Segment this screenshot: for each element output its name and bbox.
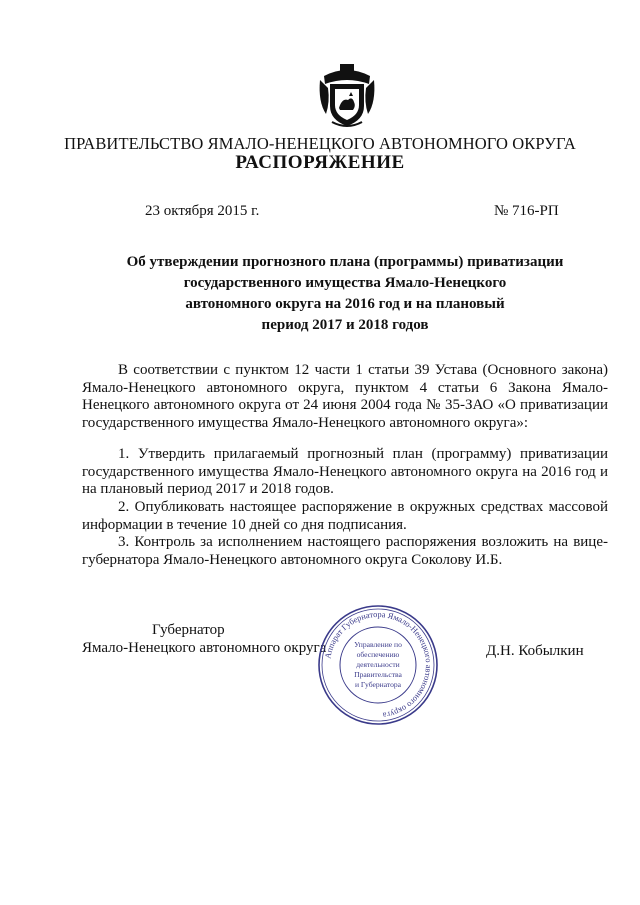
document-number: № 716-РП bbox=[494, 203, 559, 219]
item-1-paragraph: 1. Утвердить прилагаемый прогнозный план (программу) приватизации государственного имущества Ямало-Ненецкого автономного округа на 2016 год и на плановый период 2017 и 2018 годов. bbox=[82, 446, 608, 497]
signatory-region: Ямало-Ненецкого автономного округа bbox=[82, 640, 327, 656]
stamp-center-line: деятельности bbox=[356, 660, 400, 669]
subject-line: Об утверждении прогнозного плана (программы) приватизации bbox=[126, 254, 564, 270]
signatory-name: Д.Н. Кобылкин bbox=[486, 643, 584, 659]
stamp-center-line: и Губернатора bbox=[354, 680, 402, 689]
government-title: ПРАВИТЕЛЬСТВО ЯМАЛО-НЕНЕЦКОГО АВТОНОМНОГО ОКРУГА bbox=[64, 134, 576, 153]
stamp-ring-text: Аппарат Губернатора Ямало-Ненецкого автономного округа bbox=[323, 609, 434, 720]
subject-line: период 2017 и 2018 годов bbox=[261, 317, 429, 333]
item-2-paragraph: 2. Опубликовать настоящее распоряжение в окружных средствах массовой информации в течение 10 дней со дня подписания. bbox=[82, 499, 608, 533]
document-date: 23 октября 2015 г. bbox=[145, 203, 260, 219]
subject-line: автономного округа на 2016 год и на плановый bbox=[185, 296, 505, 312]
signatory-title: Губернатор bbox=[152, 622, 225, 638]
stamp-center-line: Правительства bbox=[354, 670, 402, 679]
document-subject bbox=[110, 252, 580, 336]
stamp-center-line: Управление по bbox=[354, 640, 402, 649]
document-type-title: РАСПОРЯЖЕНИЕ bbox=[235, 152, 405, 173]
item-3-paragraph: 3. Контроль за исполнением настоящего распоряжения возложить на вице-губернатора Ямало-Ненецкого автономного округа Соколову И.Б. bbox=[82, 534, 608, 568]
preamble-paragraph: В соответствии с пунктом 12 части 1 статьи 39 Устава (Основного закона) Ямало-Ненецкого автономного округа, пунктом 4 статьи 6 Закона Ямало-Ненецкого автономного округа от 24 июня 2004 года № 35-ЗАО «О приватизации государственного имущества Ямало-Ненецкого автономного округа»: bbox=[82, 362, 608, 431]
official-stamp bbox=[316, 603, 440, 727]
coat-of-arms-icon bbox=[318, 62, 376, 128]
stamp-center-line: обеспечению bbox=[356, 650, 400, 659]
subject-line: государственного имущества Ямало-Ненецкого bbox=[183, 275, 507, 291]
